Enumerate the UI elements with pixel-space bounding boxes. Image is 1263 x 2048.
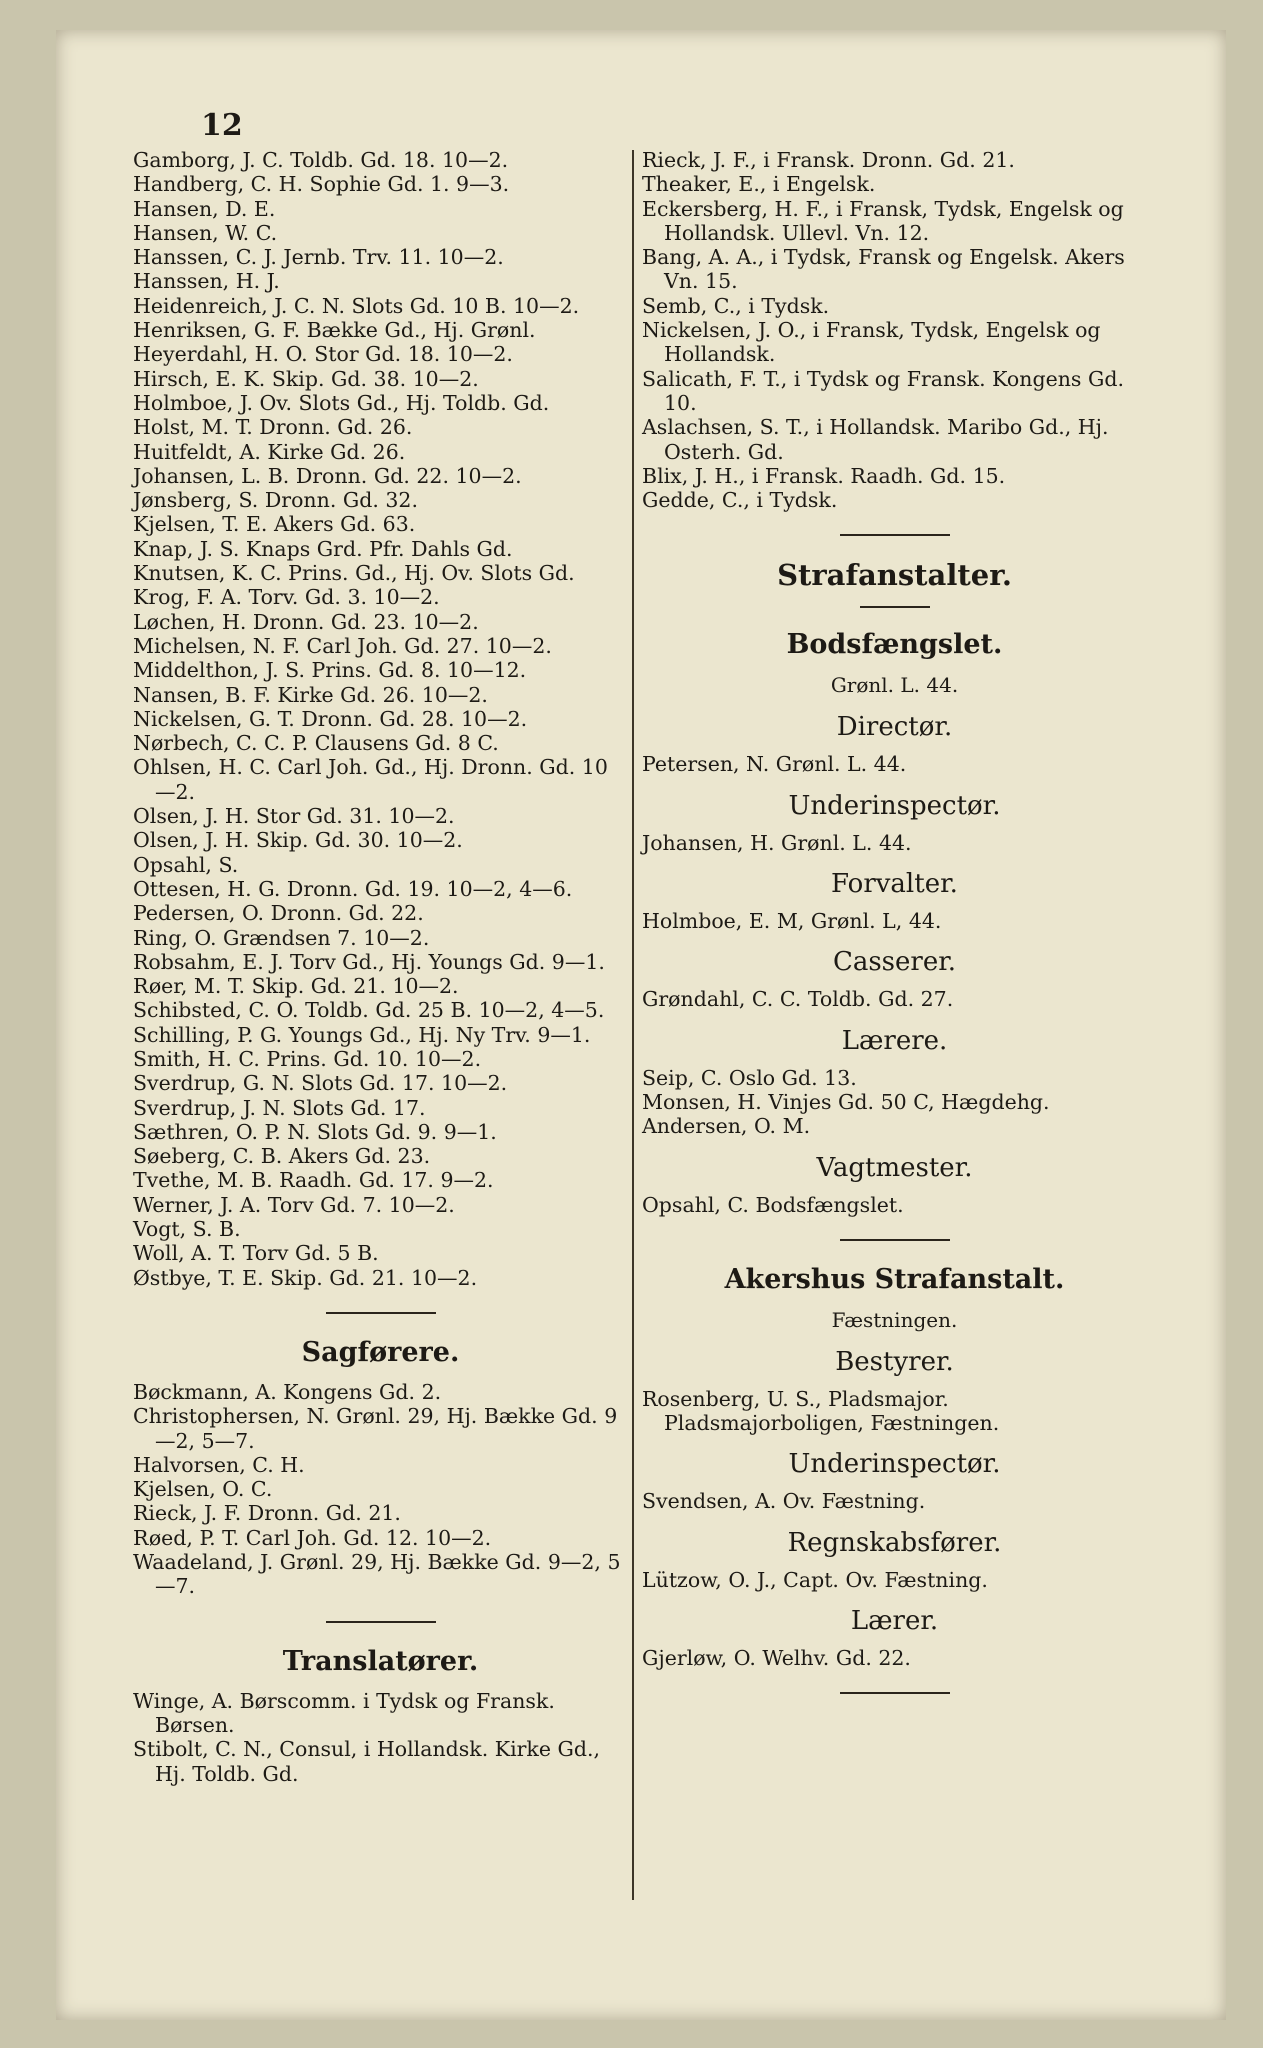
vagtmester-entry: Opsahl, C. Bodsfængslet.: [642, 1192, 904, 1217]
right-column: [642, 148, 1147, 1716]
directory-entry: Løchen, H. Dronn. Gd. 23. 10—2.: [133, 609, 479, 634]
directory-entry: Hansen, D. E.: [133, 196, 276, 221]
forvalter-entry: Holmboe, E. M, Grønl. L, 44.: [642, 909, 942, 934]
directory-entry: Rieck, J. F. Dronn. Gd. 21.: [133, 1501, 401, 1526]
directory-entry: Johansen, L. B. Dronn. Gd. 22. 10—2.: [133, 463, 522, 488]
casserer-entry: Grøndahl, C. C. Toldb. Gd. 27.: [642, 987, 954, 1012]
entries-list-left: [133, 148, 628, 1290]
directory-entry: Gamborg, J. C. Toldb. Gd. 18. 10—2.: [133, 148, 509, 172]
directory-entry: Blix, J. H., i Fransk. Raadh. Gd. 15.: [642, 463, 1006, 488]
directory-entry: Werner, J. A. Torv Gd. 7. 10—2.: [133, 1192, 455, 1217]
directory-entry: Henriksen, G. F. Bække Gd., Hj. Grønl.: [133, 318, 536, 343]
directory-entry: Schilling, P. G. Youngs Gd., Hj. Ny Trv. 9—1.: [133, 1022, 591, 1047]
section-rule: [840, 1239, 950, 1241]
directory-entry: Huitfeldt, A. Kirke Gd. 26.: [133, 439, 406, 464]
directory-entry: Heidenreich, J. C. N. Slots Gd. 10 B. 10—2.: [133, 293, 580, 318]
directory-entry: Robsahm, E. J. Torv Gd., Hj. Youngs Gd. 9—1.: [133, 949, 605, 974]
office-underinspector: Underinspectør.: [788, 790, 1001, 821]
directory-entry: Christophersen, N. Grønl. 29, Hj. Bække Gd. 9—2, 5—7.: [133, 1404, 618, 1453]
directory-entry: Hansen, W. C.: [133, 220, 278, 245]
office-casserer: Casserer.: [832, 947, 957, 978]
left-column: [133, 148, 628, 1786]
office-vagtmester: Vagtmester.: [816, 1152, 973, 1183]
directory-entry: Michelsen, N. F. Carl Joh. Gd. 27. 10—2.: [133, 633, 552, 658]
office-laerer: Lærer.: [850, 1606, 939, 1637]
akershus-address: Fæstningen.: [831, 1307, 958, 1332]
directory-entry: Bang, A. A., i Tydsk, Fransk og Engelsk. Akers Vn. 15.: [642, 245, 1125, 294]
underinspector-akershus-entry: Svendsen, A. Ov. Fæstning.: [642, 1489, 926, 1514]
bodsfaengslet-address: Grønl. L. 44.: [830, 673, 959, 698]
office-bestyrer: Bestyrer.: [835, 1346, 954, 1377]
translatorer-list: [133, 1689, 628, 1786]
heading-sagforere: Sagførere.: [301, 1336, 460, 1368]
directory-entry: Aslachsen, S. T., i Hollandsk. Maribo Gd., Hj. Osterh. Gd.: [642, 415, 1109, 464]
directory-entry: Sverdrup, G. N. Slots Gd. 17. 10—2.: [133, 1071, 508, 1096]
directory-entry: Pedersen, O. Dronn. Gd. 22.: [133, 901, 424, 926]
directory-entry: Schibsted, C. O. Toldb. Gd. 25 B. 10—2, 4—5.: [133, 998, 605, 1023]
directory-entry: Salicath, F. T., i Tydsk og Fransk. Kongens Gd. 10.: [642, 366, 1124, 415]
directory-entry: Sæthren, O. P. N. Slots Gd. 9. 9—1.: [133, 1119, 497, 1144]
section-rule: [860, 606, 930, 608]
directory-entry: Seip, C. Oslo Gd. 13.: [642, 1065, 857, 1090]
directory-entry: Tvethe, M. B. Raadh. Gd. 17. 9—2.: [133, 1168, 494, 1193]
directory-entry: Hirsch, E. K. Skip. Gd. 38. 10—2.: [133, 366, 479, 391]
directory-entry: Nickelsen, J. O., i Fransk, Tydsk, Engelsk og Hollandsk.: [642, 318, 1101, 367]
directory-entry: Nørbech, C. C. P. Clausens Gd. 8 C.: [133, 731, 499, 756]
heading-strafanstalter: Strafanstalter.: [777, 558, 1012, 593]
directory-entry: Knutsen, K. C. Prins. Gd., Hj. Ov. Slots Gd.: [133, 561, 575, 586]
directory-entry: Halvorsen, C. H.: [133, 1452, 305, 1477]
office-regnskabsforer: Regnskabsfører.: [787, 1527, 1002, 1558]
directory-entry: Monsen, H. Vinjes Gd. 50 C, Hægdehg.: [642, 1089, 1050, 1114]
section-rule: [840, 534, 950, 536]
directory-entry: Røed, P. T. Carl Joh. Gd. 12. 10—2.: [133, 1525, 492, 1550]
directory-entry: Vogt, S. B.: [133, 1217, 241, 1242]
directory-entry: Semb, C., i Tydsk.: [642, 293, 830, 318]
laerere-list: [642, 1066, 1147, 1139]
directory-entry: Ohlsen, H. C. Carl Joh. Gd., Hj. Dronn. Gd. 10—2.: [133, 755, 608, 804]
office-underinspector-akershus: Underinspectør.: [788, 1449, 1001, 1480]
section-rule: [326, 1621, 436, 1623]
directory-entry: Holst, M. T. Dronn. Gd. 26.: [133, 415, 413, 440]
section-rule: [326, 1312, 436, 1314]
directory-entry: Rieck, J. F., i Fransk. Dronn. Gd. 21.: [642, 148, 1015, 172]
directory-entry: Kjelsen, O. C.: [133, 1477, 273, 1502]
directory-entry: Middelthon, J. S. Prins. Gd. 8. 10—12.: [133, 658, 527, 683]
directory-entry: Ottesen, H. G. Dronn. Gd. 19. 10—2, 4—6.: [133, 876, 573, 901]
directory-entry: Olsen, J. H. Skip. Gd. 30. 10—2.: [133, 828, 463, 853]
directory-entry: Heyerdahl, H. O. Stor Gd. 18. 10—2.: [133, 342, 513, 367]
directory-entry: Andersen, O. M.: [642, 1114, 811, 1139]
directory-entry: Nansen, B. F. Kirke Gd. 26. 10—2.: [133, 682, 488, 707]
directory-entry: Hanssen, H. J.: [133, 269, 280, 294]
office-director: Directør.: [836, 712, 953, 743]
directory-entry: Kjelsen, T. E. Akers Gd. 63.: [133, 512, 416, 537]
directory-entry: Sverdrup, J. N. Slots Gd. 17.: [133, 1095, 426, 1120]
directory-entry: Winge, A. Børscomm. i Tydsk og Fransk. Børsen.: [133, 1688, 555, 1737]
laerer-entry: Gjerløw, O. Welhv. Gd. 22.: [642, 1646, 911, 1671]
section-rule: [840, 1692, 950, 1694]
directory-entry: Woll, A. T. Torv Gd. 5 B.: [133, 1241, 379, 1266]
directory-entry: Ring, O. Grændsen 7. 10—2.: [133, 925, 430, 950]
directory-entry: Røer, M. T. Skip. Gd. 21. 10—2.: [133, 974, 459, 999]
heading-bodsfaengslet: Bodsfængslet.: [786, 629, 1003, 661]
office-forvalter: Forvalter.: [831, 869, 958, 900]
directory-entry: Nickelsen, G. T. Dronn. Gd. 28. 10—2.: [133, 706, 528, 731]
director-entry: Petersen, N. Grønl. L. 44.: [642, 752, 907, 777]
directory-entry: Theaker, E., i Engelsk.: [642, 172, 876, 197]
directory-entry: Søeberg, C. B. Akers Gd. 23.: [133, 1144, 431, 1169]
page-number: 12: [201, 108, 243, 143]
directory-entry: Gedde, C., i Tydsk.: [642, 488, 838, 513]
column-divider: [632, 150, 634, 1900]
sagforere-list: [133, 1380, 628, 1599]
directory-entry: Smith, H. C. Prins. Gd. 10. 10—2.: [133, 1046, 482, 1071]
directory-entry: Handberg, C. H. Sophie Gd. 1. 9—3.: [133, 172, 510, 197]
directory-entry: Olsen, J. H. Stor Gd. 31. 10—2.: [133, 804, 455, 829]
directory-entry: Eckersberg, H. F., i Fransk, Tydsk, Engelsk og Hollandsk. Ullevl. Vn. 12.: [642, 196, 1124, 245]
directory-entry: Hanssen, C. J. Jernb. Trv. 11. 10—2.: [133, 245, 504, 270]
directory-entry: Krog, F. A. Torv. Gd. 3. 10—2.: [133, 585, 440, 610]
directory-entry: Stibolt, C. N., Consul, i Hollandsk. Kirke Gd., Hj. Toldb. Gd.: [133, 1737, 601, 1786]
directory-entry: Holmboe, J. Ov. Slots Gd., Hj. Toldb. Gd.: [133, 390, 550, 415]
underinspector-entry: Johansen, H. Grønl. L. 44.: [642, 830, 912, 855]
directory-entry: Jønsberg, S. Dronn. Gd. 32.: [133, 488, 418, 513]
translator-entries-list: [642, 148, 1147, 512]
office-laerere: Lærere.: [841, 1025, 948, 1056]
directory-entry: Østbye, T. E. Skip. Gd. 21. 10—2.: [133, 1265, 478, 1290]
directory-entry: Opsahl, S.: [133, 852, 239, 877]
regnskabsforer-entry: Lützow, O. J., Capt. Ov. Fæstning.: [642, 1567, 988, 1592]
bestyrer-entry: Rosenberg, U. S., Pladsmajor. Pladsmajorboligen, Fæstningen.: [642, 1386, 1000, 1436]
directory-entry: Knap, J. S. Knaps Grd. Pfr. Dahls Gd.: [133, 536, 513, 561]
heading-translatorer: Translatører.: [282, 1645, 479, 1677]
directory-entry: Waadeland, J. Grønl. 29, Hj. Bække Gd. 9—2, 5—7.: [133, 1550, 621, 1599]
heading-akershus: Akershus Strafanstalt.: [724, 1263, 1065, 1295]
directory-entry: Bøckmann, A. Kongens Gd. 2.: [133, 1379, 442, 1404]
